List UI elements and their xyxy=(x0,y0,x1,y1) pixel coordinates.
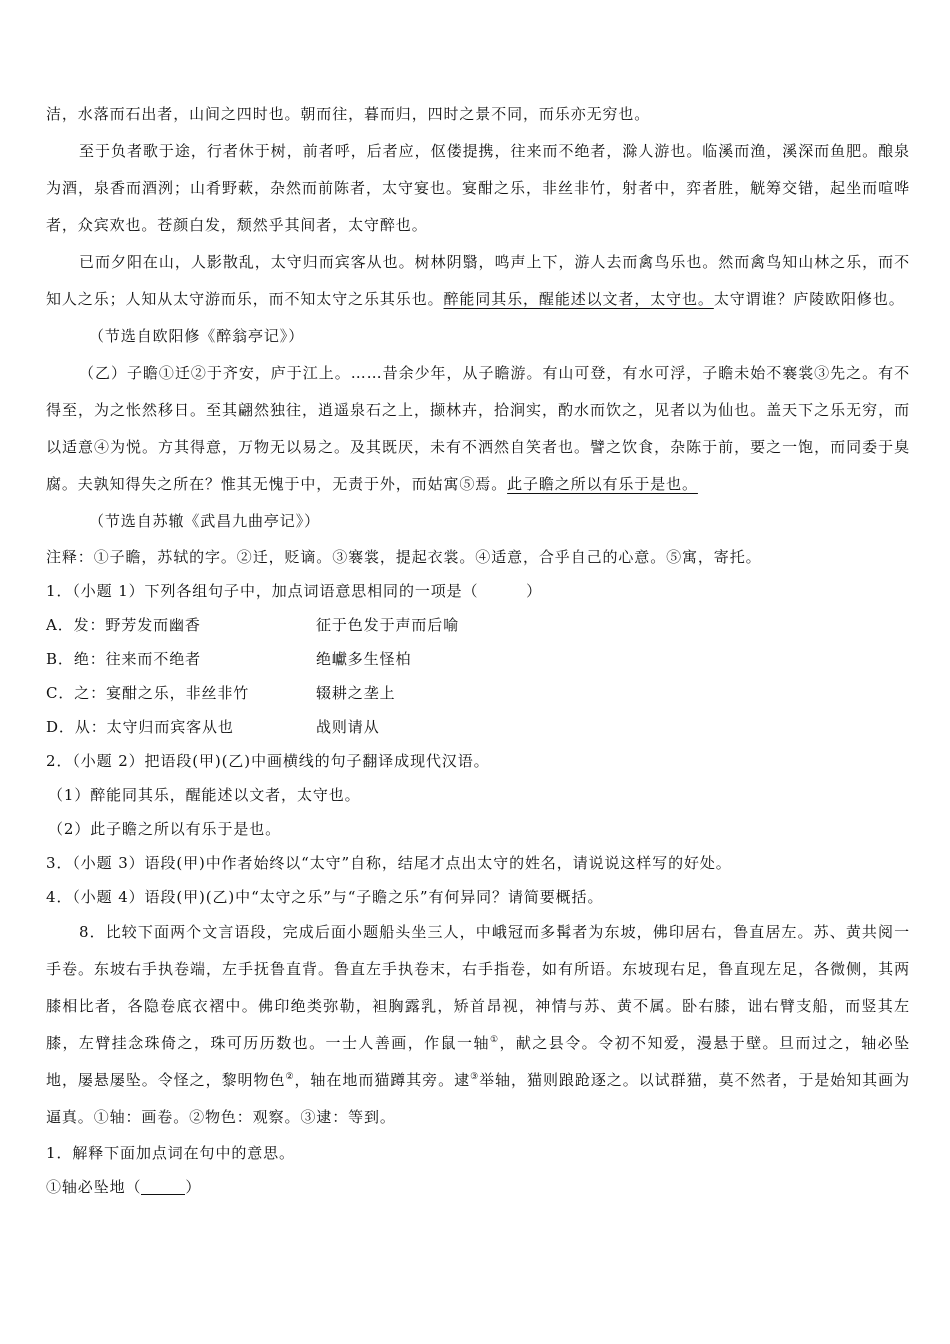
q8-sub-question-1-item xyxy=(46,1170,910,1204)
option-d-right: 战则请从 xyxy=(316,718,380,736)
q8-text-3: ，轴在地而猫蹲其旁。逮 xyxy=(294,1071,471,1089)
option-a-left: A．发：野芳发而幽香 xyxy=(46,616,201,634)
q8-text-4: 举轴，猫则踉跄逐之。以试群猫，莫不然者，于是始知其画为逼真。①轴：画卷。②物色：观察。③逮：等到。 xyxy=(46,1071,910,1126)
option-a xyxy=(46,608,910,642)
question-2-sub-1: （1）醉能同其乐，醒能述以文者，太守也。 xyxy=(48,786,361,804)
jia-para2: 至于负者歌于途，行者休于树，前者呼，后者应，伛偻提携，往来而不绝者，滁人游也。临溪而渔，溪深而鱼肥。酿泉为酒，泉香而酒洌；山肴野蔌，杂然而前陈者，太守宴也。宴酣之乐，非丝非竹，射者中，弈者胜，觥筹交错，起坐而喧哗者，众宾欢也。苍颜白发，颓然乎其间者，太守醉也。 xyxy=(46,142,910,234)
jia-underlined-sentence: 醉能同其乐，醒能述以文者，太守也。 xyxy=(443,290,714,308)
question-4: 4．（小题 4）语段(甲)(乙)中“太守之乐”与“子瞻之乐”有何异同？请简要概括。 xyxy=(46,888,604,906)
option-d-left: D．从：太守归而宾客从也 xyxy=(46,718,234,736)
option-b-right: 绝巘多生怪柏 xyxy=(316,650,412,668)
q8-text-2: ，献之县令。令初不知爱，漫悬于壁。旦而过之，轴必坠地，屡悬屡坠。令怪之，黎明物色 xyxy=(46,1034,910,1089)
notes: 注释：①子瞻，苏轼的字。②迁，贬谪。③褰裳，提起衣裳。④适意，合乎自己的心意。⑤寓，寄托。 xyxy=(46,548,762,566)
question-3: 3．（小题 3）语段(甲)中作者始终以“太守”自称，结尾才点出太守的姓名，请说说这样写的好处。 xyxy=(46,854,732,872)
option-d xyxy=(46,710,910,744)
answer-blank[interactable] xyxy=(141,1176,185,1195)
q8-sub-question-1: 1．解释下面加点词在句中的意思。 xyxy=(46,1144,295,1162)
q8-sup-2: ② xyxy=(285,1072,295,1082)
option-c xyxy=(46,676,910,710)
yi-underlined-sentence: 此子瞻之所以有乐于是也。 xyxy=(507,475,698,493)
jia-source: （节选自欧阳修《醉翁亭记》） xyxy=(89,327,305,345)
yi-paragraph xyxy=(46,355,910,503)
question-1: 1．（小题 1）下列各组句子中，加点词语意思相同的一项是（ ） xyxy=(46,582,543,600)
jia-para3-before: 已而夕阳在山，人影散乱，太守归而宾客从也。树林阴翳，鸣声上下，游人去而禽鸟乐也。然而禽鸟知山林之乐，而不知人之乐；人知从太守游而乐，而不知太守之乐其乐也。 xyxy=(46,253,910,308)
q8-sup-1: ① xyxy=(489,1035,500,1045)
question-2-sub-2: （2）此子瞻之所以有乐于是也。 xyxy=(48,820,282,838)
q8-text-1: 8．比较下面两个文言语段，完成后面小题船头坐三人，中峨冠而多髯者为东坡，佛印居右，鲁直居左。苏、黄共阅一手卷。东坡右手执卷端，左手抚鲁直背。鲁直左手执卷末，右手指卷，如有所语。东坡现右足，鲁直现左足，各微侧，其两膝相比者，各隐卷底衣褶中。佛印绝类弥勒，袒胸露乳，矫首昂视，神情与苏、黄不属。卧右膝，诎右臂支船，而竖其左膝，左臂挂念珠倚之，珠可历历数也。一士人善画，作鼠一轴 xyxy=(46,923,910,1052)
question-2: 2．（小题 2）把语段(甲)(乙)中画横线的句子翻译成现代汉语。 xyxy=(46,752,490,770)
option-b-left: B．绝：往来而不绝者 xyxy=(46,650,202,668)
jia-para1-tail: 洁，水落而石出者，山间之四时也。朝而往，暮而归，四时之景不同，而乐亦无穷也。 xyxy=(46,105,651,123)
question-8-passage xyxy=(46,914,910,1136)
q8-item-prefix: ①轴必坠地（ xyxy=(46,1178,142,1196)
yi-source: （节选自苏辙《武昌九曲亭记》） xyxy=(89,512,321,530)
option-c-right: 辍耕之垄上 xyxy=(316,684,396,702)
yi-text: （乙）子瞻①迁②于齐安，庐于江上。……昔余少年，从子瞻游。有山可登，有水可浮，子瞻未始不褰裳③先之。有不得至，为之怅然移日。至其翩然独往，逍遥泉石之上，撷林卉，拾涧实，酌水而饮之，见者以为仙也。盖天下之乐无穷，而以适意④为悦。方其得意，万物无以易之。及其既厌，未有不洒然自笑者也。譬之饮食，杂陈于前，要之一饱，而同委于臭腐。夫孰知得失之所在？惟其无愧于中，无责于外，而姑寓⑤焉。 xyxy=(46,364,910,493)
q8-item-suffix: ） xyxy=(185,1178,202,1196)
jia-para3-after: 太守谓谁？庐陵欧阳修也。 xyxy=(713,290,905,308)
option-b xyxy=(46,642,910,676)
jia-para3 xyxy=(46,244,910,318)
option-c-left: C．之：宴酣之乐，非丝非竹 xyxy=(46,684,250,702)
option-a-right: 征于色发于声而后喻 xyxy=(316,616,460,634)
q8-sup-3: ③ xyxy=(470,1072,480,1082)
